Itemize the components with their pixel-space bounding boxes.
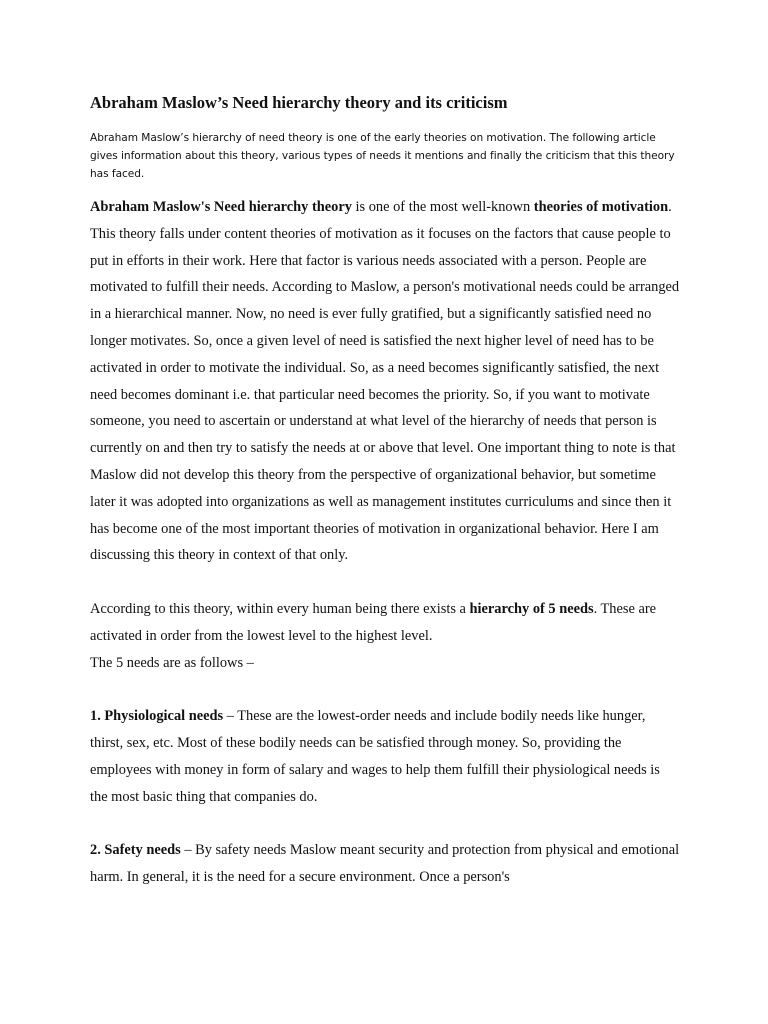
hierarchy-paragraph (90, 596, 680, 676)
document-title: Abraham Maslow’s Need hierarchy theory and its criticism (90, 93, 508, 112)
intro-paragraph (90, 194, 680, 569)
document-page (90, 92, 680, 891)
document-summary: Abraham Maslow’s hierarchy of need theory is one of the early theories on motivation. The following article gives information about this theory, various types of needs it mentions and finally the criticism that this theory has faced. (90, 132, 675, 180)
paragraph-spacer (90, 569, 680, 596)
paragraph-spacer (90, 676, 680, 703)
need-heading: 2. Safety needs (90, 842, 181, 859)
intro-bold-theory-name: Abraham Maslow's Need hierarchy theory (90, 199, 352, 215)
intro-text-2: . This theory falls under content theories of motivation as it focuses on the factors that cause people to put in efforts in their work. Here that factor is various needs associated with a person. People are motivated to fulfill their needs. According to Maslow, a person's motivational needs could be arranged in a hierarchical manner. Now, no need is ever fully gratified, but a significantly satisfied need no longer motivates. So, once a given level of need is satisfied the next higher level of need has to be activated in order to motivate the individual. So, as a need becomes significantly satisfied, the next need becomes dominant i.e. that particular need becomes the priority. So, if you want to motivate someone, you need to ascertain or understand at what level of the hierarchy of needs that person is currently on and then try to satisfy the needs at or above that level. One important thing to note is that Maslow did not develop this theory from the perspective of organizational behavior, but sometime later it was adopted into organizations as well as management institutes curriculums and since then it has become one of the most important theories of motivation in organizational behavior. Here I am discussing this theory in context of that only. (90, 199, 680, 564)
hierarchy-line-2: The 5 needs are as follows – (90, 654, 254, 671)
need-text: – These are the lowest-order needs and include bodily needs like hunger, thirst, sex, etc. Most of these bodily needs can be satisfied through money. So, providing the employees with money in form of salary and wages to help them fulfill their physiological needs is the most basic thing that companies do. (90, 708, 660, 805)
hierarchy-bold: hierarchy of 5 needs (469, 600, 594, 617)
need-item-physiological (90, 703, 680, 810)
hierarchy-text-2: . These are activated in order from the lowest level to the highest level. (90, 600, 657, 644)
hierarchy-text-1: According to this theory, within every human being there exists a (90, 600, 470, 617)
need-item-safety (90, 837, 680, 891)
intro-text-1: is one of the most well-known (351, 199, 534, 215)
paragraph-spacer (90, 810, 680, 837)
need-heading: 1. Physiological needs (90, 708, 224, 725)
intro-bold-theories: theories of motivation (533, 199, 669, 215)
need-text: – By safety needs Maslow meant security and protection from physical and emotional harm. In general, it is the need for a secure environment. Once a person's (90, 842, 680, 885)
